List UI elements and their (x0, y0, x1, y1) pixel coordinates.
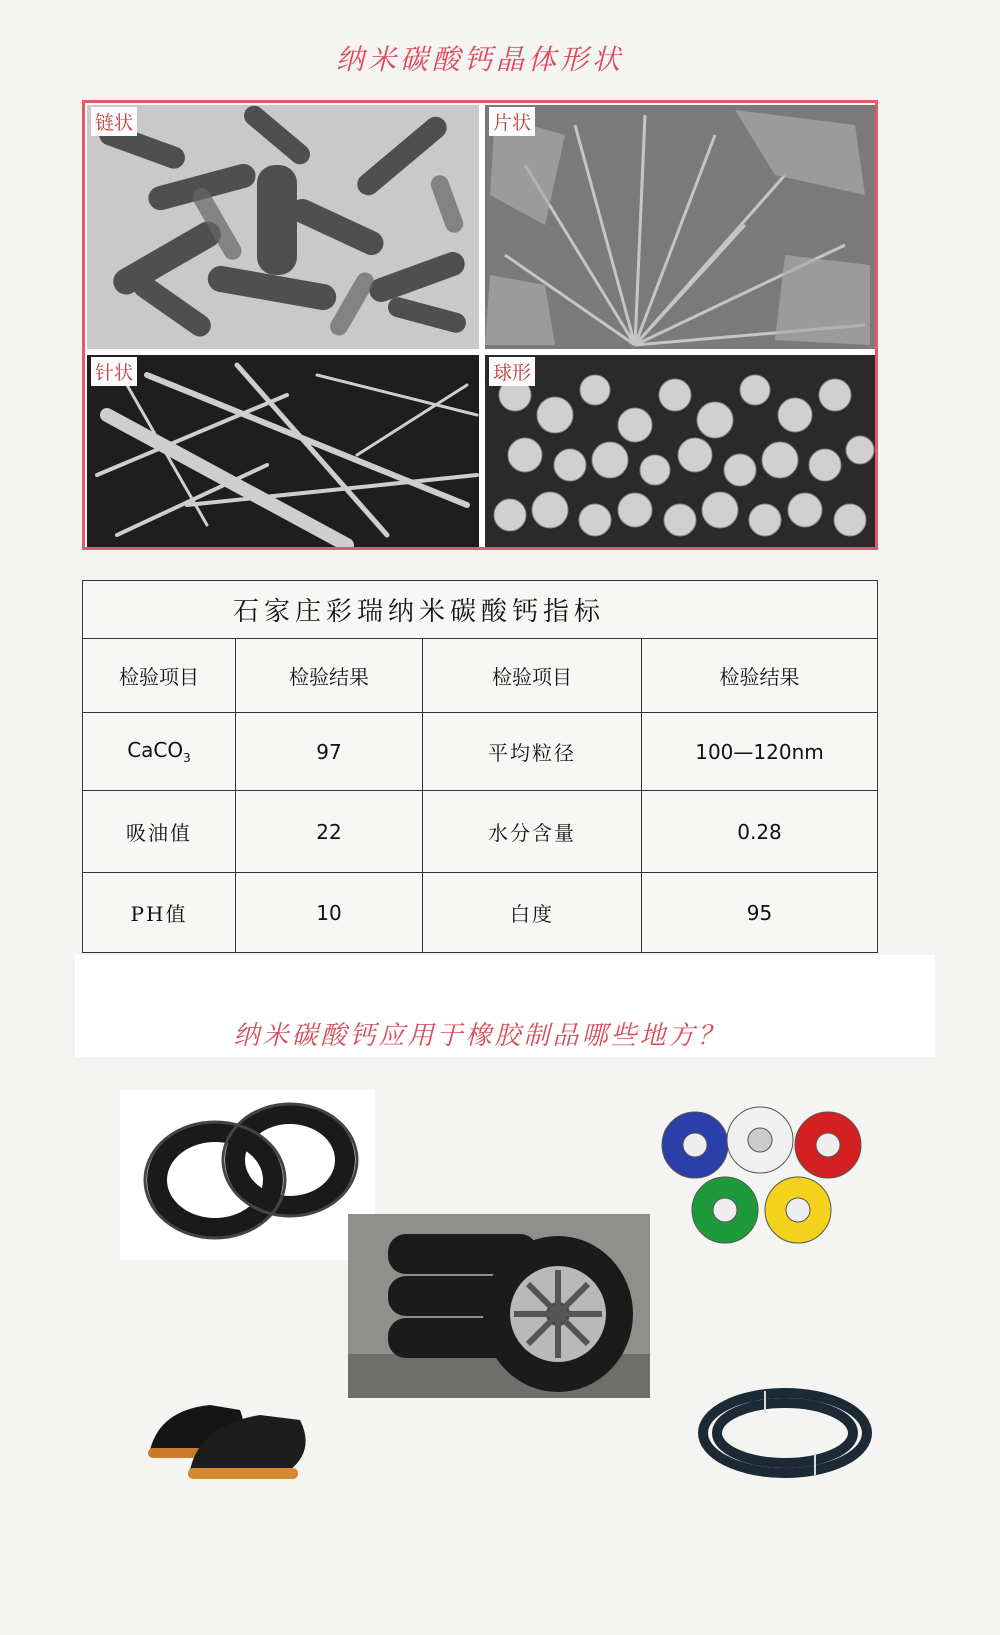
table-cell: 0.28 (642, 791, 878, 873)
page-title: 纳米碳酸钙晶体形状 (335, 43, 624, 76)
tires-image (348, 1214, 650, 1398)
table-header: 检验项目 (83, 639, 236, 713)
table-row (83, 873, 878, 953)
rubber-seal-rings-image (120, 1090, 375, 1260)
table-row (83, 791, 878, 873)
micrograph-label: 针状 (91, 357, 137, 386)
spec-table (82, 580, 878, 953)
micrograph-flake (485, 105, 875, 349)
table-cell: 95 (642, 873, 878, 953)
micrograph-needle (87, 355, 479, 547)
table-cell: 平均粒径 (423, 713, 642, 791)
micrograph-chain (87, 105, 479, 349)
micrograph-label: 片状 (489, 107, 535, 136)
table-cell: 10 (236, 873, 423, 953)
micrograph-label: 球形 (489, 357, 535, 386)
rubber-shoes-image (140, 1380, 340, 1495)
table-header: 检验结果 (642, 639, 878, 713)
micrograph-label: 链状 (91, 107, 137, 136)
rubber-hose-image (695, 1385, 875, 1480)
table-cell: CaCO$_3$ (83, 713, 236, 791)
table-cell: 97 (236, 713, 423, 791)
table-header: 检验结果 (236, 639, 423, 713)
micrograph-spherical (485, 355, 875, 547)
table-cell: PH值 (83, 873, 236, 953)
table-row (83, 713, 878, 791)
table-cell: 水分含量 (423, 791, 642, 873)
table-header: 检验项目 (423, 639, 642, 713)
micrograph-grid (82, 100, 878, 550)
table-title: 石家庄彩瑞纳米碳酸钙指标 (83, 581, 878, 639)
table-cell: 白度 (423, 873, 642, 953)
table-cell: 100—120nm (642, 713, 878, 791)
table-cell: 吸油值 (83, 791, 236, 873)
colored-wire-coils-image (660, 1100, 870, 1265)
question-heading: 纳米碳酸钙应用于橡胶制品哪些地方？ (233, 1021, 727, 1051)
table-cell: 22 (236, 791, 423, 873)
